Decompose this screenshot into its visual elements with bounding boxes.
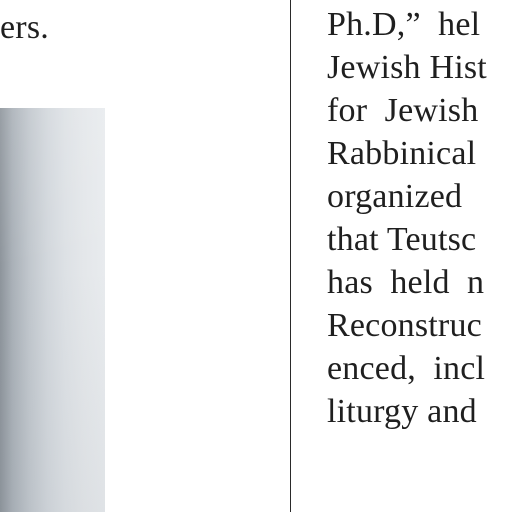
photo-image [0,108,105,512]
text-line-2: Jewish Hist [327,49,487,86]
text-line-7: has held n [327,264,485,301]
text-line-10: liturgy and [327,393,477,430]
left-column-text-fragment: ers. [0,9,49,46]
column-divider [290,0,291,512]
text-line-3: for Jewish [327,92,479,129]
text-line-9: enced, incl [327,350,486,387]
right-column [327,0,512,512]
text-line-6: that Teutsc [327,221,477,258]
text-line-8: Reconstruc [327,307,482,344]
text-line-1: Ph.D,” hel [327,6,481,43]
text-line-5: organized [327,178,463,215]
photo-shading [0,108,105,512]
text-line-4: Rabbinical [327,135,477,172]
